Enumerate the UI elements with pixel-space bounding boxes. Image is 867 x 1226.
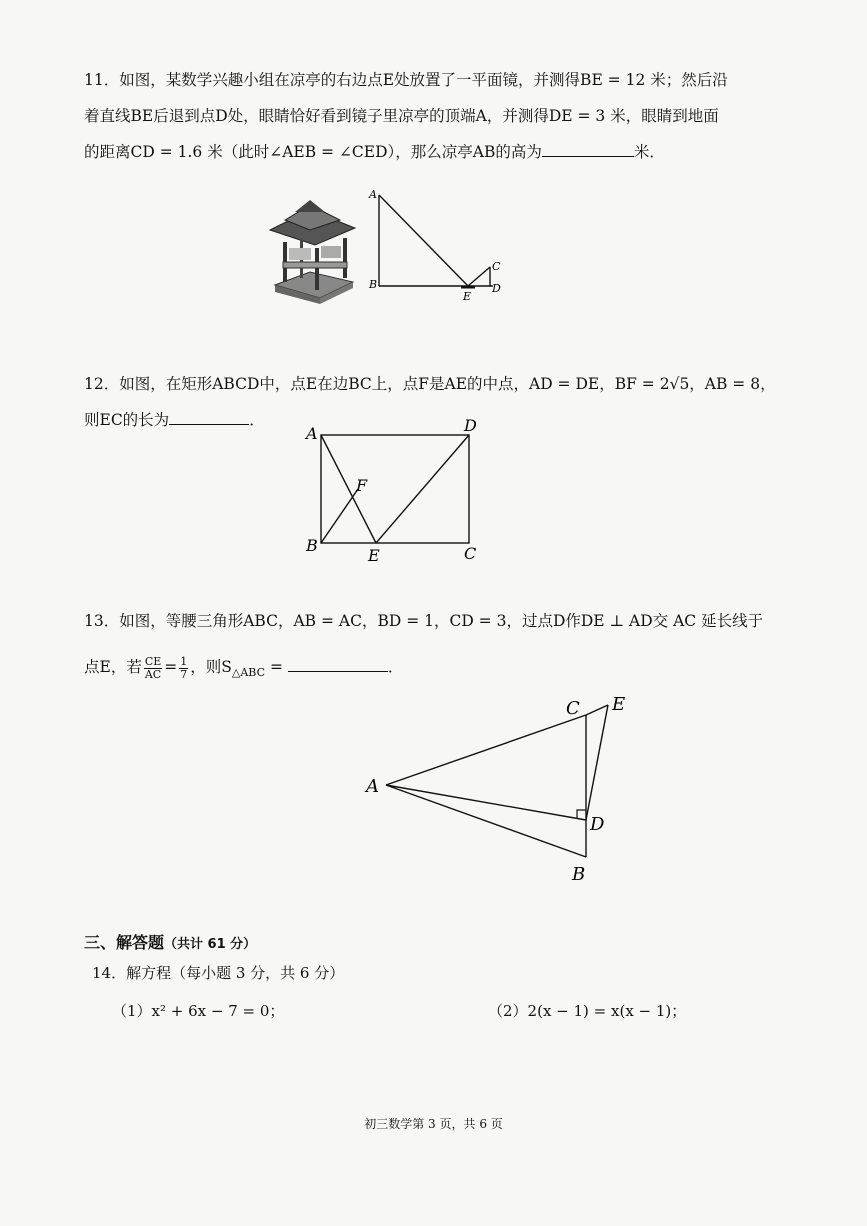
- q12-diagram: [300, 415, 495, 565]
- q11-answer-blank[interactable]: [542, 138, 634, 157]
- label-A: A: [366, 776, 379, 797]
- segment-AE: [321, 435, 376, 543]
- label-F: F: [356, 476, 368, 495]
- q12-answer-blank[interactable]: [169, 406, 249, 425]
- q13-line2: 点E，若 $\frac{CE}{AC}$ = $\frac{1}{7}$ ，则$S_{\triangle ABC}$ = ．: [84, 654, 404, 681]
- q13-line1: 13．如图，等腰三角形ABC，AB = AC，BD = 1，CD = 3，过点D作DE ⊥ AD交 AC 延长线于: [84, 612, 764, 630]
- fraction-ce-ac: $\frac{CE}{AC}$: [144, 654, 162, 681]
- section-header: 三、解答题（共计 61 分）: [84, 933, 257, 952]
- label-D: D: [464, 416, 477, 435]
- right-angle-mark: [577, 810, 586, 818]
- label-C: C: [566, 698, 580, 719]
- q11-line2: 着直线BE后退到点D处，眼睛恰好看到镜子里凉亭的顶端A，并测得DE = 3 米，眼睛到地面: [84, 107, 719, 125]
- label-E: E: [612, 694, 626, 715]
- label-E: E: [463, 290, 472, 303]
- label-C: C: [492, 260, 501, 273]
- q13-answer-blank[interactable]: [288, 653, 388, 672]
- q11-line1: 11．如图，某数学兴趣小组在凉亭的右边点E处放置了一平面镜，并测得BE = 12 米；然后沿: [84, 71, 728, 89]
- segment-AD: [386, 785, 586, 820]
- segment-CE: [586, 705, 608, 715]
- label-A: A: [369, 188, 377, 201]
- segment-AC: [386, 715, 586, 785]
- q11-diagram: [365, 185, 505, 305]
- question-13: [84, 603, 804, 691]
- segment-BF: [321, 489, 358, 543]
- segment-AB: [386, 785, 586, 857]
- label-A: A: [306, 424, 318, 443]
- q14-part1: （1）x² + 6x − 7 = 0；: [112, 1002, 285, 1020]
- q11-line3: 的距离CD = 1.6 米（此时∠AEB = ∠CED），那么凉亭AB的高为 米．: [84, 134, 804, 170]
- segment-DE: [586, 705, 608, 820]
- page-footer: 初三数学第 3 页，共 6 页: [364, 1117, 503, 1131]
- rectangle-ABCD: [321, 435, 469, 543]
- segment-ED: [376, 435, 469, 543]
- label-D: D: [590, 814, 605, 835]
- pavilion-illustration: [265, 200, 360, 305]
- q12-line1: 12．如图，在矩形ABCD中，点E在边BC上，点F是AE的中点，AD = DE，BF = 2√5，AB = 8，: [84, 375, 776, 393]
- question-11: [84, 62, 804, 170]
- q12-line2: 则EC的长为 ．: [84, 402, 804, 438]
- label-B: B: [572, 864, 586, 885]
- q13-diagram: [360, 690, 640, 890]
- fraction-1-7: $\frac{1}{7}$: [180, 654, 188, 681]
- question-14-title: 14．解方程（每小题 3 分，共 6 分）: [92, 964, 345, 982]
- label-B: B: [306, 536, 318, 555]
- label-B: B: [369, 278, 378, 291]
- q14-part2: （2）2(x − 1) = x(x − 1)；: [488, 1002, 687, 1020]
- label-E: E: [368, 546, 380, 565]
- label-D: D: [492, 282, 501, 295]
- segment-AE: [379, 195, 468, 286]
- segment-EC: [468, 267, 490, 286]
- label-C: C: [464, 544, 477, 563]
